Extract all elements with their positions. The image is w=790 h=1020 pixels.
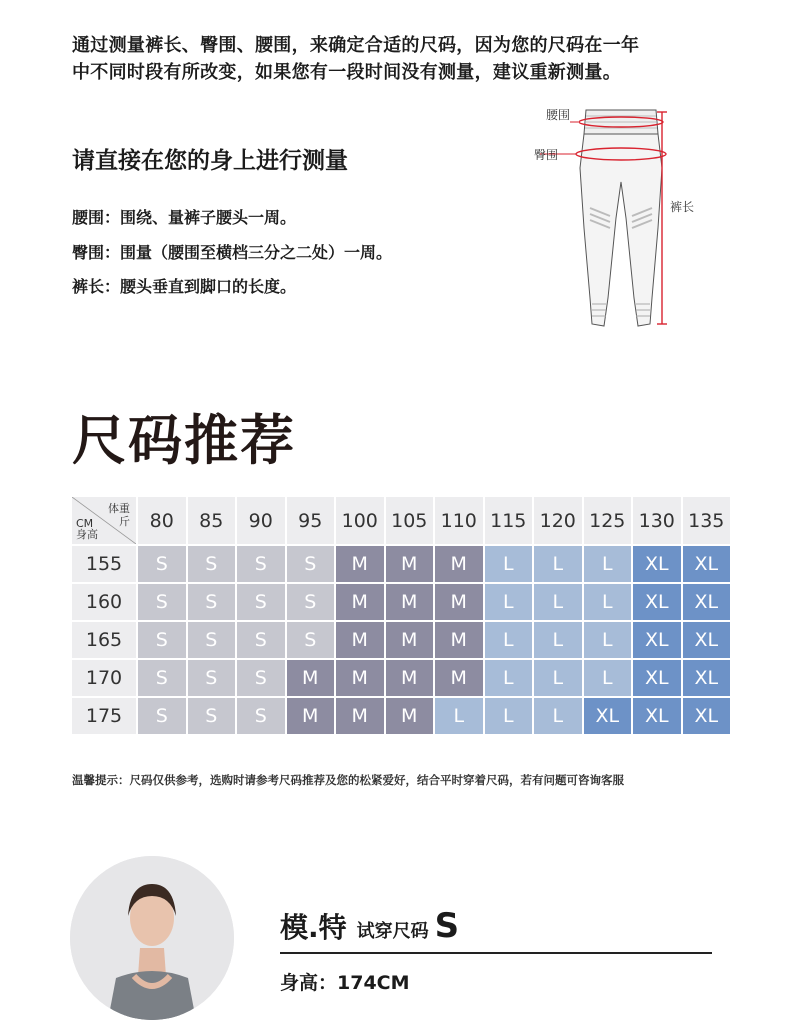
size-cell: L [534,698,582,734]
length-instruction: 裤长：腰头垂直到脚口的长度。 [72,277,297,296]
size-cell: M [386,660,434,696]
size-cell: XL [633,622,681,658]
model-divider [280,952,712,954]
size-cell: S [237,546,285,582]
model-name: 模.特 [280,911,347,944]
size-cell: L [534,584,582,620]
height-cell: 155 [72,546,136,582]
weight-header: 120 [534,497,582,544]
weight-header: 115 [485,497,533,544]
model-height: 身高：174CM [280,972,410,994]
weight-header: 105 [386,497,434,544]
size-cell: S [287,546,335,582]
size-cell: XL [633,698,681,734]
size-cell: L [534,546,582,582]
measure-heading: 请直接在您的身上进行测量 [72,148,348,174]
table-row [72,584,730,620]
weight-header: 80 [138,497,186,544]
size-cell: S [237,698,285,734]
size-cell: L [485,660,533,696]
size-cell: S [237,660,285,696]
table-row [72,622,730,658]
table-row [72,660,730,696]
height-cell: 175 [72,698,136,734]
size-cell: S [138,622,186,658]
weight-axis-label: 体重 斤 [108,502,130,528]
size-cell: M [336,622,384,658]
size-cell: M [435,660,483,696]
size-cell: S [287,584,335,620]
size-cell: L [485,698,533,734]
weight-header: 90 [237,497,285,544]
hip-instruction: 臀围：围量（腰围至横档三分之二处）一周。 [72,243,393,262]
size-cell: L [485,622,533,658]
size-cell: M [287,660,335,696]
size-cell: S [237,584,285,620]
pants-illustration [520,98,730,338]
size-cell: XL [683,660,731,696]
model-portrait [70,856,234,1020]
size-cell: XL [683,546,731,582]
size-cell: M [287,698,335,734]
size-cell: M [386,584,434,620]
size-cell: M [386,546,434,582]
size-cell: XL [633,660,681,696]
weight-header: 130 [633,497,681,544]
table-row [72,698,730,734]
intro-line-1: 通过测量裤长、臀围、腰围，来确定合适的尺码，因为您的尺码在一年 [72,35,640,56]
size-cell: M [386,698,434,734]
size-cell: L [534,622,582,658]
waist-instruction: 腰围：围绕、量裤子腰头一周。 [72,208,297,227]
size-cell: S [188,622,236,658]
size-cell: S [237,622,285,658]
size-cell: L [584,584,632,620]
try-size-value: S [434,906,460,946]
size-cell: M [336,584,384,620]
size-cell: L [435,698,483,734]
size-cell: L [534,660,582,696]
size-note: 温馨提示：尺码仅供参考，选购时请参考尺码推荐及您的松紧爱好，结合平时穿着尺码，若有问题可咨询客服 [72,773,624,787]
height-cell: 170 [72,660,136,696]
weight-header: 135 [683,497,731,544]
weight-header: 100 [336,497,384,544]
size-cell: S [188,660,236,696]
model-avatar [70,856,234,1020]
weight-header: 125 [584,497,632,544]
size-cell: S [188,546,236,582]
size-cell: S [138,698,186,734]
weight-header: 85 [188,497,236,544]
size-recommendation-title: 尺码推荐 [72,409,296,472]
size-cell: S [138,584,186,620]
size-chart-table [70,495,732,736]
table-row [72,546,730,582]
size-cell: XL [683,622,731,658]
size-cell: M [435,546,483,582]
size-cell: L [584,622,632,658]
hip-label: 臀围 [534,148,559,162]
weight-header: 110 [435,497,483,544]
size-cell: M [386,622,434,658]
model-info [280,906,459,946]
size-cell: M [435,584,483,620]
weight-header: 95 [287,497,335,544]
size-cell: XL [633,584,681,620]
height-cell: 160 [72,584,136,620]
size-cell: M [336,698,384,734]
try-size-label: 试穿尺码 [356,921,429,942]
size-cell: S [138,546,186,582]
size-cell: XL [633,546,681,582]
table-corner-cell [72,497,136,544]
cm-label: CM [76,517,94,530]
size-cell: L [485,546,533,582]
size-cell: M [435,622,483,658]
size-cell: L [584,660,632,696]
size-cell: L [584,546,632,582]
intro-text [72,32,752,86]
size-cell: S [138,660,186,696]
size-cell: M [336,546,384,582]
size-cell: S [188,584,236,620]
intro-line-2: 中不同时段有所改变，如果您有一段时间没有测量，建议重新测量。 [72,62,621,83]
length-label: 裤长 [670,200,695,214]
size-cell: XL [584,698,632,734]
size-cell: S [188,698,236,734]
height-cell: 165 [72,622,136,658]
size-cell: XL [683,584,731,620]
size-cell: M [336,660,384,696]
height-axis-label: 身高 [76,528,98,541]
size-cell: XL [683,698,731,734]
table-header-row [72,497,730,544]
pants-measurement-diagram [520,98,730,338]
size-cell: L [485,584,533,620]
waist-label: 腰围 [546,108,571,122]
size-cell: S [287,622,335,658]
